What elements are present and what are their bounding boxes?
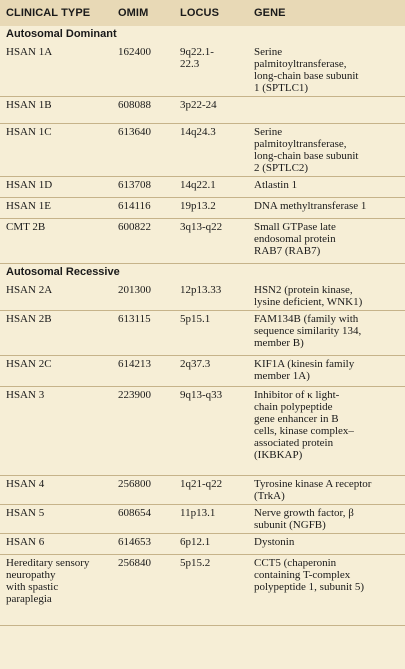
omim-cell: 614653 bbox=[118, 536, 151, 548]
gene-cell: Inhibitor of κ light- chain polypeptide gene enhancer in B cells, kinase complex– associated protein (IKBKAP) bbox=[254, 389, 354, 461]
section-label: Autosomal Dominant bbox=[6, 28, 117, 40]
table-row bbox=[0, 534, 405, 554]
header-gene: GENE bbox=[254, 7, 286, 19]
section-heading-recessive bbox=[0, 264, 405, 282]
row-divider bbox=[0, 625, 405, 626]
clinical-type-cell: HSAN 1B bbox=[6, 99, 52, 111]
section-heading-dominant bbox=[0, 26, 405, 44]
table-row bbox=[0, 282, 405, 310]
locus-cell: 14q24.3 bbox=[180, 126, 216, 138]
header-omim: OMIM bbox=[118, 7, 149, 19]
header-locus: LOCUS bbox=[180, 7, 219, 19]
locus-cell: 5p15.2 bbox=[180, 557, 211, 569]
table-row bbox=[0, 476, 405, 504]
locus-cell: 5p15.1 bbox=[180, 313, 211, 325]
gene-cell: FAM134B (family with sequence similarity 134, member B) bbox=[254, 313, 362, 349]
clinical-type-cell: HSAN 1C bbox=[6, 126, 52, 138]
locus-cell: 9q13-q33 bbox=[180, 389, 223, 401]
omim-cell: 613708 bbox=[118, 179, 151, 191]
gene-cell: Tyrosine kinase A receptor (TrkA) bbox=[254, 478, 372, 502]
table-header bbox=[0, 0, 405, 26]
clinical-type-cell: HSAN 1A bbox=[6, 46, 53, 58]
gene-cell: CCT5 (chaperonin containing T-complex polypeptide 1, subunit 5) bbox=[254, 557, 364, 593]
table-row bbox=[0, 177, 405, 197]
gene-cell: Serine palmitoyltransferase, long-chain base subunit 1 (SPTLC1) bbox=[254, 46, 359, 94]
omim-cell: 162400 bbox=[118, 46, 151, 58]
locus-cell: 3q13-q22 bbox=[180, 221, 223, 233]
locus-cell: 12p13.33 bbox=[180, 284, 222, 296]
omim-cell: 256840 bbox=[118, 557, 151, 569]
clinical-type-cell: HSAN 1D bbox=[6, 179, 53, 191]
omim-cell: 614213 bbox=[118, 358, 151, 370]
omim-cell: 201300 bbox=[118, 284, 151, 296]
locus-cell: 3p22-24 bbox=[180, 99, 217, 111]
clinical-type-cell: HSAN 4 bbox=[6, 478, 45, 490]
locus-cell: 9q22.1- 22.3 bbox=[180, 46, 214, 70]
locus-cell: 6p12.1 bbox=[180, 536, 211, 548]
clinical-type-cell: Hereditary sensory neuropathy with spastic paraplegia bbox=[6, 557, 90, 605]
table-row bbox=[0, 124, 405, 176]
locus-cell: 19p13.2 bbox=[180, 200, 216, 212]
table-row bbox=[0, 311, 405, 355]
gene-cell: Dystonin bbox=[254, 536, 295, 548]
omim-cell: 600822 bbox=[118, 221, 151, 233]
gene-cell: Small GTPase late endosomal protein RAB7 (RAB7) bbox=[254, 221, 336, 257]
omim-cell: 614116 bbox=[118, 200, 151, 212]
clinical-type-cell: HSAN 1E bbox=[6, 200, 51, 212]
clinical-type-cell: CMT 2B bbox=[6, 221, 46, 233]
locus-cell: 1q21-q22 bbox=[180, 478, 223, 490]
omim-cell: 608088 bbox=[118, 99, 151, 111]
table-row bbox=[0, 198, 405, 218]
omim-cell: 613640 bbox=[118, 126, 151, 138]
clinical-type-cell: HSAN 6 bbox=[6, 536, 45, 548]
gene-cell: Serine palmitoyltransferase, long-chain base subunit 2 (SPTLC2) bbox=[254, 126, 359, 174]
table-row bbox=[0, 97, 405, 123]
omim-cell: 613115 bbox=[118, 313, 151, 325]
clinical-type-cell: HSAN 2A bbox=[6, 284, 53, 296]
gene-cell: Atlastin 1 bbox=[254, 179, 298, 191]
omim-cell: 223900 bbox=[118, 389, 151, 401]
locus-cell: 11p13.1 bbox=[180, 507, 216, 519]
table-row bbox=[0, 387, 405, 475]
gene-cell: HSN2 (protein kinase, lysine deficient, WNK1) bbox=[254, 284, 363, 308]
locus-cell: 2q37.3 bbox=[180, 358, 211, 370]
omim-cell: 608654 bbox=[118, 507, 151, 519]
clinical-type-cell: HSAN 2C bbox=[6, 358, 52, 370]
table-row bbox=[0, 356, 405, 386]
section-label: Autosomal Recessive bbox=[6, 266, 120, 278]
gene-cell: Nerve growth factor, β subunit (NGFB) bbox=[254, 507, 354, 531]
locus-cell: 14q22.1 bbox=[180, 179, 216, 191]
gene-cell: KIF1A (kinesin family member 1A) bbox=[254, 358, 355, 382]
gene-cell: DNA methyltransferase 1 bbox=[254, 200, 367, 212]
clinical-type-cell: HSAN 5 bbox=[6, 507, 45, 519]
table-row bbox=[0, 555, 405, 625]
table-row bbox=[0, 44, 405, 96]
table-row bbox=[0, 505, 405, 533]
omim-cell: 256800 bbox=[118, 478, 151, 490]
table-row bbox=[0, 219, 405, 263]
clinical-type-cell: HSAN 2B bbox=[6, 313, 52, 325]
clinical-type-cell: HSAN 3 bbox=[6, 389, 45, 401]
header-clinical-type: CLINICAL TYPE bbox=[6, 7, 91, 19]
